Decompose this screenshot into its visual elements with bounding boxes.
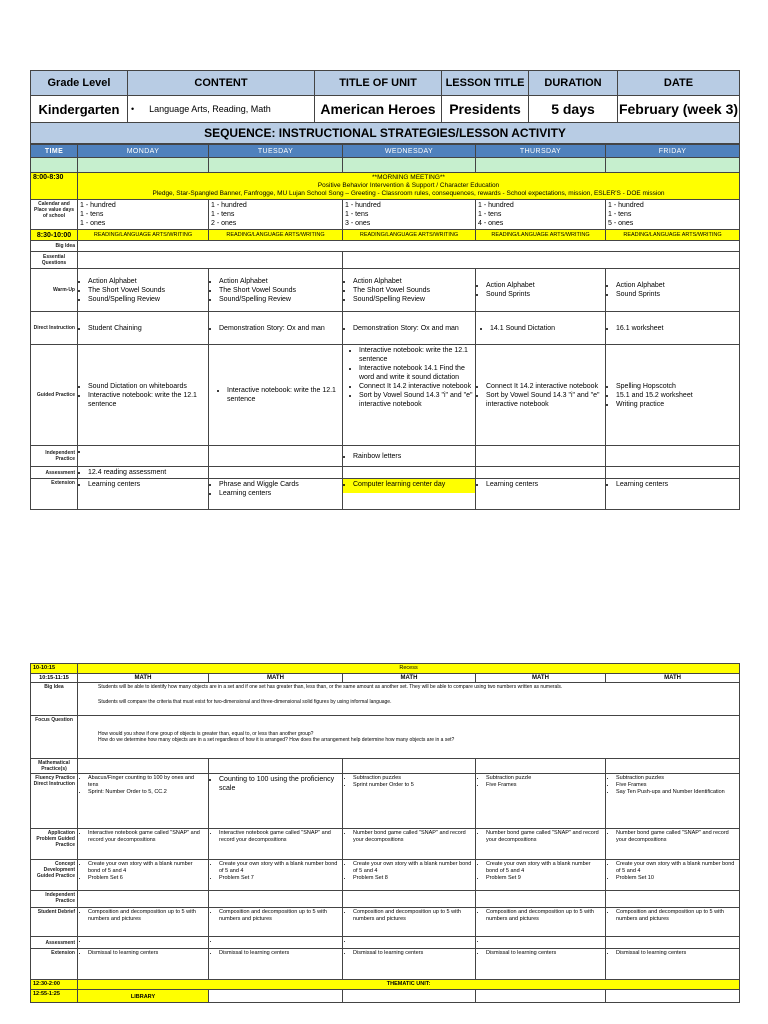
math-tuesday: MATH [209, 674, 343, 683]
assessment-monday [78, 467, 209, 479]
reading-row [31, 230, 740, 241]
calendar-wed-3: 3 - ones [345, 220, 371, 227]
guided-practice-row [31, 345, 740, 446]
independent-wed: • Rainbow letters [353, 452, 473, 461]
fluency-label: Fluency Practice Direct Instruction [31, 774, 78, 829]
application-monday [78, 829, 209, 860]
guided-fri-3: • Writing practice [616, 400, 737, 409]
library-time: 12:55-1:25 [31, 990, 78, 1003]
duration-value: 5 days [529, 96, 618, 123]
guided-fri-1: • Spelling Hopscotch [616, 382, 737, 391]
calendar-friday [606, 200, 740, 230]
application-label: Application Problem Guided Practice [31, 829, 78, 860]
calendar-tue-3: 2 - ones [211, 220, 237, 227]
application-fri: • Number bond game called "SNAP" and record your decompositions [616, 830, 737, 844]
concept-wednesday [343, 860, 476, 891]
math-extension-mon: • Dismissal to learning centers [88, 950, 206, 957]
extension-tue-2: • Learning centers [219, 489, 340, 498]
math-extension-tue: • Dismissal to learning centers [219, 950, 340, 957]
thematic-label: THEMATIC UNIT: [78, 980, 740, 990]
math-extension-tuesday [209, 949, 343, 980]
math-monday: MATH [78, 674, 209, 683]
math-header-row [31, 674, 740, 683]
fluency-monday [78, 774, 209, 829]
recess-label: Recess [78, 664, 740, 674]
big-idea-row [31, 241, 740, 252]
fluency-wed-1: • Subtraction puzzles [353, 775, 473, 782]
application-row [31, 829, 740, 860]
lesson-value: Presidents [442, 96, 529, 123]
fluency-tuesday [209, 774, 343, 829]
math-independent-label: Independent Practice [31, 891, 78, 908]
friday-header: FRIDAY [606, 145, 740, 158]
fluency-thu-1: • Subtraction puzzle [486, 775, 603, 782]
debrief-tuesday [209, 908, 343, 937]
concept-wed-1: • Create your own story with a blank number bond of 5 and 4 [353, 861, 473, 875]
guided-wed-3: • Connect It 14.2 interactive notebook [359, 382, 473, 391]
date-value: February (week 3) [618, 96, 740, 123]
morning-title: **MORNING MEETING** [372, 174, 445, 181]
grade-value: Kindergarten [31, 96, 128, 123]
concept-wed-2: • Problem Set 8 [353, 875, 473, 882]
independent-practice-label: Independent Practice [31, 446, 78, 467]
guided-practice-label: Guided Practice [31, 345, 78, 446]
warmup-tuesday [209, 269, 343, 312]
guided-tue-1: • Interactive notebook: write the 12.1 sentence [227, 386, 340, 404]
concept-label: Concept Development Guided Practice [31, 860, 78, 891]
sequence-title: SEQUENCE: INSTRUCTIONAL STRATEGIES/LESSON ACTIVITY [31, 123, 740, 144]
application-thursday [476, 829, 606, 860]
thematic-time: 12:30-2:00 [31, 980, 78, 990]
direct-mon: • Student Chaining [88, 324, 206, 333]
calendar-thu-3: 4 - ones [478, 220, 504, 227]
assessment-row [31, 467, 740, 479]
math-table [30, 663, 740, 1003]
direct-instruction-label: Direct Instruction [31, 312, 78, 345]
warmup-wed-1: • Action Alphabet [353, 277, 473, 286]
direct-wed: • Demonstration Story: Ox and man [353, 324, 473, 333]
recess-time: 10-10:15 [31, 664, 78, 674]
direct-thursday [476, 312, 606, 345]
guided-wed-1: • Interactive notebook: write the 12.1 sentence [359, 346, 473, 364]
extension-thu: • Learning centers [486, 480, 603, 489]
debrief-label: Student Debrief [31, 908, 78, 937]
focus-question-1: How would you show if one group of objects is greater than, equal to, or less than another group? [98, 731, 314, 737]
big-idea-label: Big Idea [31, 241, 78, 252]
concept-thu-1: • Create your own story with a blank number bond of 5 and 4 [486, 861, 603, 875]
guided-wed-2: • Interactive notebook 14.1 Find the word and write it sound dictation [359, 364, 473, 382]
math-big-idea-1: Students will be able to identify how many objects are in a set and if one set has greater than, less than, or the same amount as another set. They will be able to compare using two numbers written as numerals. [98, 684, 563, 690]
math-extension-thu: • Dismissal to learning centers [486, 950, 603, 957]
lesson-title-header: LESSON TITLE [442, 71, 529, 96]
concept-thu-2: • Problem Set 9 [486, 875, 603, 882]
math-time: 10:15-11:15 [31, 674, 78, 683]
independent-practice-row [31, 446, 740, 467]
library-row [31, 990, 740, 1003]
concept-fri-2: • Problem Set 10 [616, 875, 737, 882]
debrief-wednesday [343, 908, 476, 937]
warmup-label: Warm-Up [31, 269, 78, 312]
warmup-tue-2: • The Short Vowel Sounds [219, 286, 340, 295]
direct-tuesday [209, 312, 343, 345]
debrief-mon: • Composition and decomposition up to 5 with numbers and pictures [88, 909, 206, 923]
warmup-wed-2: • The Short Vowel Sounds [353, 286, 473, 295]
reading-monday: READING/LANGUAGE ARTS/WRITING [78, 230, 209, 241]
guided-fri-2: • 15.1 and 15.2 worksheet [616, 391, 737, 400]
concept-mon-2: • Problem Set 6 [88, 875, 206, 882]
warmup-friday [606, 269, 740, 312]
application-wed: • Number bond game called "SNAP" and record your decompositions [353, 830, 473, 844]
direct-wednesday [343, 312, 476, 345]
warmup-mon-3: • Sound/Spelling Review [88, 295, 206, 304]
warmup-wed-3: • Sound/Spelling Review [353, 295, 473, 304]
math-extension-monday [78, 949, 209, 980]
direct-monday [78, 312, 209, 345]
extension-wednesday [343, 479, 476, 510]
math-practices-label: Mathematical Practice(s) [31, 759, 78, 774]
calendar-label: Calendar and Place value days of school [31, 200, 78, 230]
date-header: DATE [618, 71, 740, 96]
time-header: TIME [31, 145, 78, 158]
math-wednesday: MATH [343, 674, 476, 683]
guided-tuesday [209, 345, 343, 446]
debrief-fri: • Composition and decomposition up to 5 with numbers and pictures [616, 909, 737, 923]
morning-meeting [78, 173, 740, 200]
debrief-row [31, 908, 740, 937]
concept-tue-2: • Problem Set 7 [219, 875, 340, 882]
reading-thursday: READING/LANGUAGE ARTS/WRITING [476, 230, 606, 241]
guided-thursday [476, 345, 606, 446]
application-mon: • Interactive notebook game called "SNAP" and record your decompositions [88, 830, 206, 844]
application-tuesday [209, 829, 343, 860]
extension-row [31, 479, 740, 510]
days-row [31, 145, 740, 158]
math-extension-fri: • Dismissal to learning centers [616, 950, 737, 957]
assessment-mon: • 12.4 reading assessment [88, 468, 206, 477]
reading-tuesday: READING/LANGUAGE ARTS/WRITING [209, 230, 343, 241]
content-text: Language Arts, Reading, Math [149, 104, 271, 114]
calendar-fri-2: 1 - tens [608, 211, 632, 218]
guided-monday [78, 345, 209, 446]
extension-label: Extension [31, 479, 78, 510]
math-assessment-label: Assessment [31, 937, 78, 949]
guided-mon-1: • Sound Dictation on whiteboards [88, 382, 206, 391]
fluency-mon-2: • Sprint: Number Order to 5, CC.2 [88, 789, 206, 796]
math-extension-label: Extension [31, 949, 78, 980]
grade-level-header: Grade Level [31, 71, 128, 96]
direct-instruction-row [31, 312, 740, 345]
math-big-idea-label: Big Idea [31, 683, 78, 716]
math-extension-row [31, 949, 740, 980]
calendar-monday [78, 200, 209, 230]
application-wednesday [343, 829, 476, 860]
library-label: LIBRARY [78, 990, 209, 1003]
fluency-friday [606, 774, 740, 829]
application-tue: • Interactive notebook game called "SNAP" and record your decompositions [219, 830, 340, 844]
fluency-row [31, 774, 740, 829]
math-extension-wed: • Dismissal to learning centers [353, 950, 473, 957]
warmup-wednesday [343, 269, 476, 312]
reading-wednesday: READING/LANGUAGE ARTS/WRITING [343, 230, 476, 241]
guided-thu-2: • Sort by Vowel Sound 14.3 "i" and "e" interactive notebook [486, 391, 603, 409]
debrief-monday [78, 908, 209, 937]
math-thursday: MATH [476, 674, 606, 683]
math-assessment-row [31, 937, 740, 949]
fluency-thu-2: • Five Frames [486, 782, 603, 789]
focus-question-label: Focus Question [31, 716, 78, 759]
calendar-fri-1: 1 - hundred [608, 202, 644, 209]
calendar-mon-1: 1 - hundred [80, 202, 116, 209]
direct-tue: • Demonstration Story: Ox and man [219, 324, 340, 333]
direct-thu: • 14.1 Sound Dictation [490, 324, 603, 333]
math-independent-row [31, 891, 740, 908]
thematic-row [31, 980, 740, 990]
essential-questions-label: Essential Questions [31, 252, 78, 269]
fluency-wed-2: • Sprint number Order to 5 [353, 782, 473, 789]
focus-question [78, 716, 740, 759]
recess-row [31, 664, 740, 674]
calendar-thu-2: 1 - tens [478, 211, 502, 218]
debrief-friday [606, 908, 740, 937]
guided-wed-4: • Sort by Vowel Sound 14.3 "i" and "e" interactive notebook [359, 391, 473, 409]
calendar-tue-2: 1 - tens [211, 211, 235, 218]
math-big-idea-2: Students will compare the criteria that must exist for two-dimensional and three-dimensional solid figures by using informal language. [98, 699, 392, 705]
concept-tue-1: • Create your own story with a blank number bond of 5 and 4 [219, 861, 340, 875]
morning-line-2: Pledge, Star-Spangled Banner, Fanfrogge, MU Lujan School Song – Greeting - Classroom rules, consequences, rewards - School expectations, mission, ESLER'S - DOE mission [152, 190, 665, 197]
debrief-thursday [476, 908, 606, 937]
independent-wednesday [343, 446, 476, 467]
fluency-thursday [476, 774, 606, 829]
assessment-label: Assessment [31, 467, 78, 479]
debrief-wed: • Composition and decomposition up to 5 with numbers and pictures [353, 909, 473, 923]
morning-meeting-row [31, 173, 740, 200]
calendar-fri-3: 5 - ones [608, 220, 634, 227]
fluency-fri-3: • Say Ten Push-ups and Number Identification [616, 789, 737, 796]
concept-thursday [476, 860, 606, 891]
warmup-fri-2: • Sound Sprints [616, 290, 737, 299]
morning-time: 8:00-8:30 [31, 173, 78, 200]
extension-friday [606, 479, 740, 510]
fluency-fri-2: • Five Frames [616, 782, 737, 789]
calendar-wed-2: 1 - tens [345, 211, 369, 218]
thursday-header: THURSDAY [476, 145, 606, 158]
calendar-wed-1: 1 - hundred [345, 202, 381, 209]
extension-tuesday [209, 479, 343, 510]
warmup-row [31, 269, 740, 312]
header-grid [30, 70, 740, 144]
extension-monday [78, 479, 209, 510]
extension-wed: • Computer learning center day [353, 480, 473, 489]
concept-row [31, 860, 740, 891]
fluency-tue: • Counting to 100 using the proficiency scale [219, 775, 340, 793]
focus-question-2: How do we determine how many objects are in a set regardless of how it is arranged? How does the arrangement help determine how many objects are in a set? [98, 737, 455, 743]
fluency-wednesday [343, 774, 476, 829]
fluency-fri-1: • Subtraction puzzles [616, 775, 737, 782]
application-friday [606, 829, 740, 860]
debrief-thu: • Composition and decomposition up to 5 with numbers and pictures [486, 909, 603, 923]
calendar-thu-1: 1 - hundred [478, 202, 514, 209]
calendar-tuesday [209, 200, 343, 230]
calendar-mon-3: 1 - ones [80, 220, 106, 227]
debrief-tue: • Composition and decomposition up to 5 with numbers and pictures [219, 909, 340, 923]
title-of-unit-header: TITLE OF UNIT [315, 71, 442, 96]
concept-mon-1: • Create your own story with a blank number bond of 5 and 4 [88, 861, 206, 875]
calendar-row [31, 200, 740, 230]
tuesday-header: TUESDAY [209, 145, 343, 158]
guided-mon-2: • Interactive notebook: write the 12.1 sentence [88, 391, 206, 409]
reading-friday: READING/LANGUAGE ARTS/WRITING [606, 230, 740, 241]
warmup-tue-1: • Action Alphabet [219, 277, 340, 286]
spacer-row [31, 158, 740, 173]
concept-friday [606, 860, 740, 891]
calendar-thursday [476, 200, 606, 230]
extension-fri: • Learning centers [616, 480, 737, 489]
math-friday: MATH [606, 674, 740, 683]
direct-friday [606, 312, 740, 345]
math-big-idea [78, 683, 740, 716]
warmup-tue-3: • Sound/Spelling Review [219, 295, 340, 304]
math-extension-friday [606, 949, 740, 980]
content-header: CONTENT [128, 71, 315, 96]
fluency-mon-1: • Abacus/Finger counting to 100 by ones and tens [88, 775, 206, 789]
extension-tue-1: • Phrase and Wiggle Cards [219, 480, 340, 489]
extension-thursday [476, 479, 606, 510]
concept-tuesday [209, 860, 343, 891]
unit-value: American Heroes [315, 96, 442, 123]
reading-time: 8:30-10:00 [31, 230, 78, 241]
warmup-thu-2: • Sound Sprints [486, 290, 603, 299]
calendar-wednesday [343, 200, 476, 230]
warmup-fri-1: • Action Alphabet [616, 281, 737, 290]
morning-line-1: Positive Behavior Intervention & Support / Character Education [317, 182, 500, 189]
math-practices-row [31, 759, 740, 774]
concept-fri-1: • Create your own story with a blank number bond of 5 and 4 [616, 861, 737, 875]
monday-header: MONDAY [78, 145, 209, 158]
concept-monday [78, 860, 209, 891]
math-extension-thursday [476, 949, 606, 980]
calendar-mon-2: 1 - tens [80, 211, 104, 218]
wednesday-header: WEDNESDAY [343, 145, 476, 158]
schedule-table [30, 144, 740, 510]
warmup-mon-1: • Action Alphabet [88, 277, 206, 286]
direct-fri: • 16.1 worksheet [616, 324, 737, 333]
application-thu: • Number bond game called "SNAP" and record your decompositions [486, 830, 603, 844]
guided-wednesday [343, 345, 476, 446]
math-big-idea-row [31, 683, 740, 716]
content-value: • Language Arts, Reading, Math [128, 96, 315, 123]
calendar-tue-1: 1 - hundred [211, 202, 247, 209]
math-extension-wednesday [343, 949, 476, 980]
extension-mon: • Learning centers [88, 480, 206, 489]
focus-question-row [31, 716, 740, 759]
warmup-mon-2: • The Short Vowel Sounds [88, 286, 206, 295]
warmup-monday [78, 269, 209, 312]
duration-header: DURATION [529, 71, 618, 96]
warmup-thu-1: • Action Alphabet [486, 281, 603, 290]
guided-friday [606, 345, 740, 446]
essential-questions-row [31, 252, 740, 269]
guided-thu-1: • Connect It 14.2 interactive notebook [486, 382, 603, 391]
warmup-thursday [476, 269, 606, 312]
